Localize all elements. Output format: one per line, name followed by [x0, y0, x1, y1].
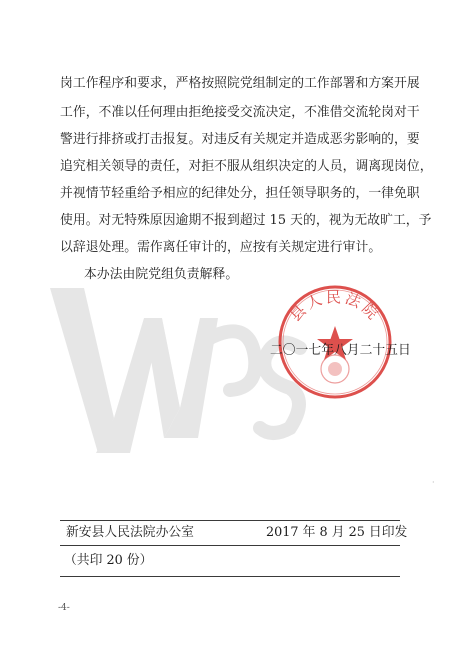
body-line: 追究相关领导的责任，对拒不服从组织决定的人员，调离现岗位， [60, 159, 433, 174]
signature-date: 二〇一七年八月二十五日 [270, 343, 411, 358]
body-line: 警进行排挤或打击报复。对违反有关规定并造成恶劣影响的，要 [60, 132, 420, 147]
interpretation-clause: 本办法由院党组负责解释。 [84, 267, 239, 282]
issuing-office: 新安县人民法院办公室 [66, 525, 194, 540]
footer-middle-rule [60, 545, 400, 546]
body-line: 并视情节轻重给予相应的纪律处分，担任领导职务的，一律免职 [60, 186, 420, 201]
body-line: 使用。对无特殊原因逾期不报到超过 15 天的，视为无故旷工，予 [60, 213, 432, 228]
issue-date: 2017 年 8 月 25 日印发 [266, 525, 408, 540]
footer-bottom-rule [60, 576, 400, 577]
copies-count: （共印 20 份） [64, 553, 153, 568]
body-line: 以辞退处理。需作离任审计的，应按有关规定进行审计。 [60, 240, 382, 255]
official-seal-icon [274, 281, 396, 403]
body-line: 工作，不准以任何理由拒绝接受交流决定，不准借交流轮岗对干 [60, 105, 420, 120]
svg-text:县人民法院: 县人民法院 [286, 288, 384, 325]
footer-top-rule [60, 520, 400, 521]
page-number: -4- [58, 603, 70, 613]
body-line: 岗工作程序和要求，严格按照院党组制定的工作部署和方案开展 [60, 76, 420, 91]
wps-watermark-icon [50, 278, 310, 458]
scan-mark: · [432, 478, 435, 487]
